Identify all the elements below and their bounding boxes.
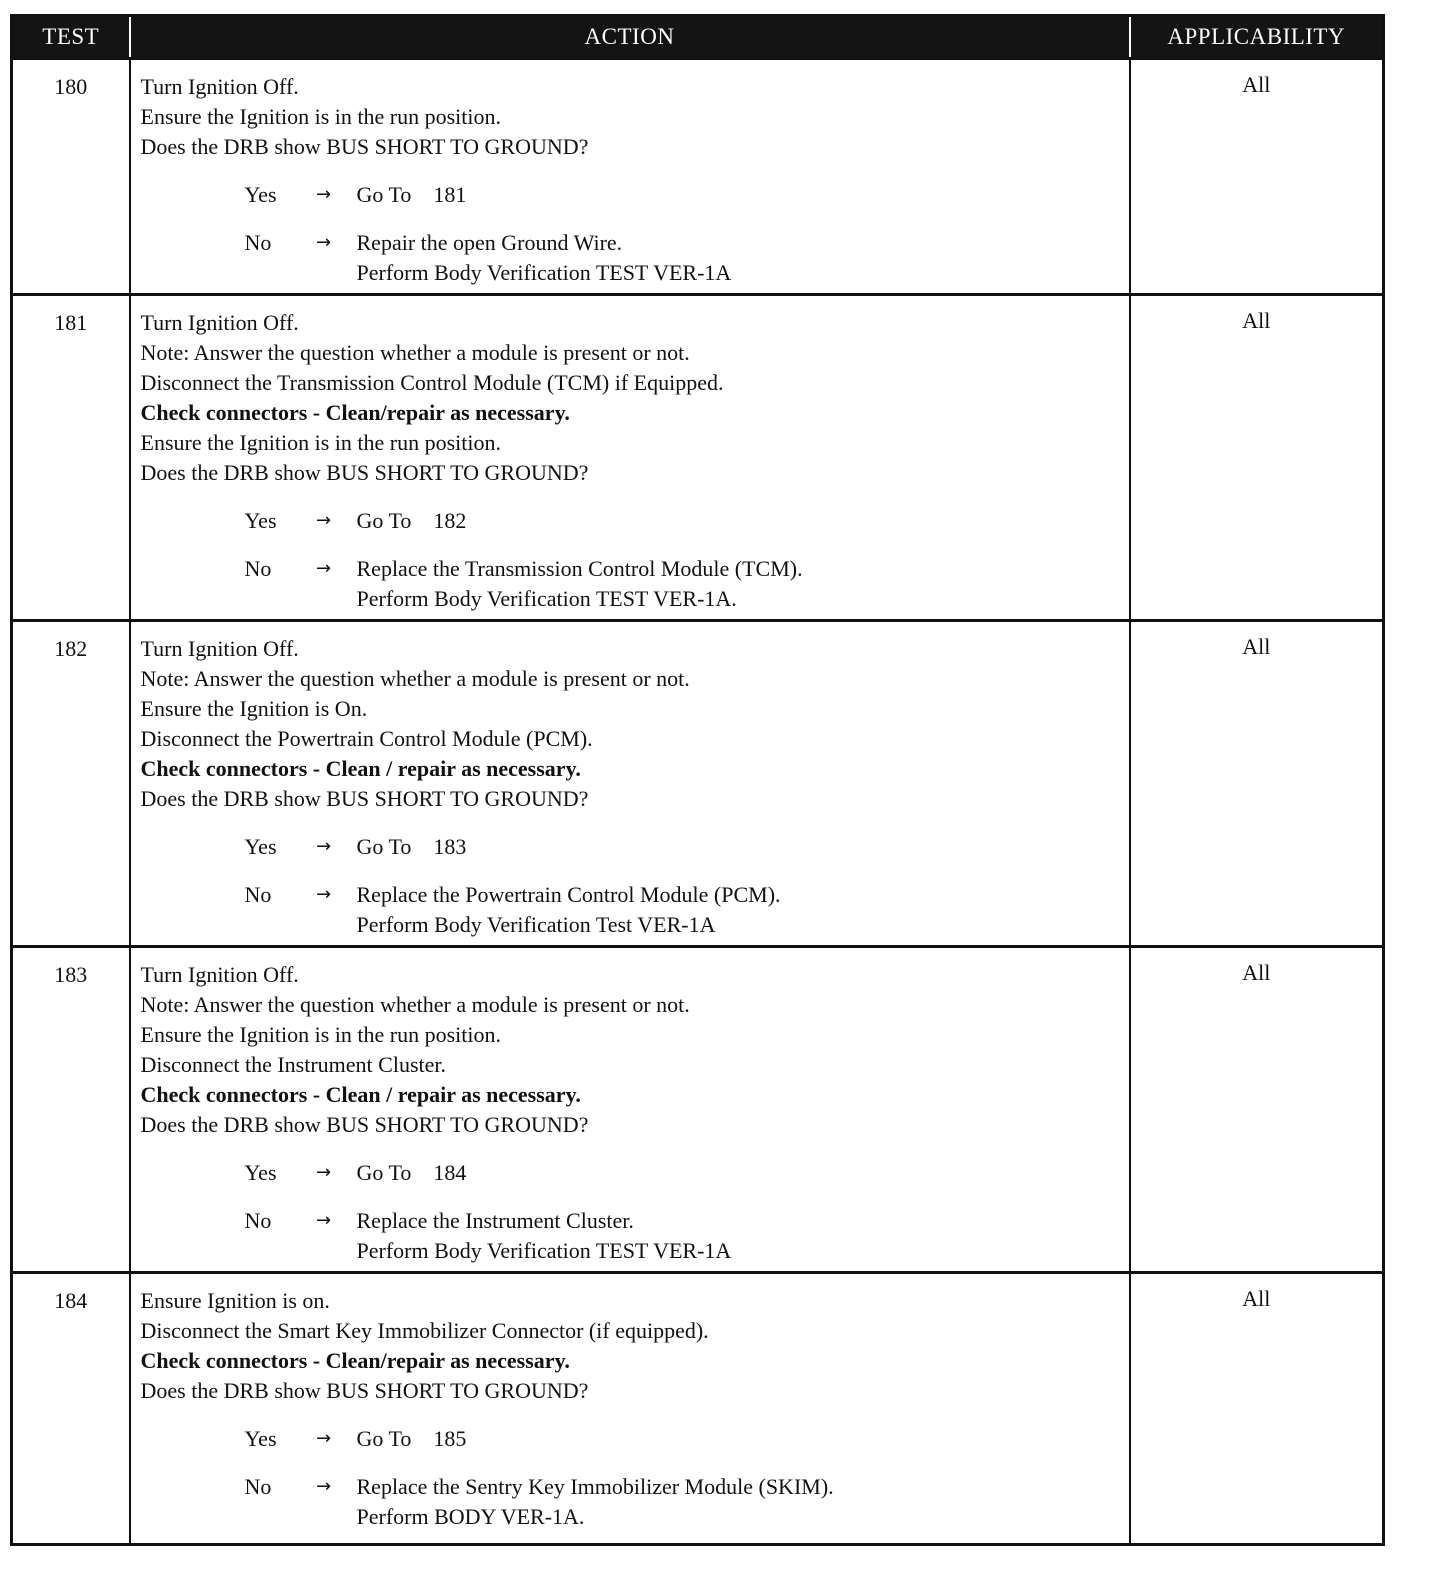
action-step: Ensure the Ignition is in the run position. bbox=[140, 430, 502, 455]
action-cell bbox=[130, 947, 1130, 1273]
action-step: Note: Answer the question whether a module is present or not. bbox=[140, 992, 690, 1017]
test-number: 184 bbox=[12, 1273, 130, 1545]
action-cell bbox=[130, 1273, 1130, 1545]
table-row bbox=[12, 947, 1384, 1273]
arrow-right-icon: → bbox=[315, 1210, 332, 1231]
no-result-line: Repair the open Ground Wire. bbox=[356, 230, 623, 255]
action-step: Ensure Ignition is on. bbox=[140, 1288, 330, 1313]
applicability-value: All bbox=[1130, 1273, 1384, 1545]
arrow-right-icon: → bbox=[315, 184, 332, 205]
action-cell bbox=[130, 621, 1130, 947]
no-label: No bbox=[244, 230, 272, 255]
no-label: No bbox=[244, 1474, 272, 1499]
action-step-bold: Check connectors - Clean / repair as necessary. bbox=[140, 1082, 581, 1107]
yes-outcome bbox=[245, 832, 1119, 862]
action-step: Disconnect the Powertrain Control Module (PCM). bbox=[140, 726, 593, 751]
goto-text: Go To bbox=[356, 1160, 412, 1185]
goto-text: Go To bbox=[356, 834, 412, 859]
action-step-bold: Check connectors - Clean / repair as necessary. bbox=[140, 756, 581, 781]
goto-text: Go To bbox=[356, 508, 412, 533]
no-outcome bbox=[245, 1472, 1119, 1532]
action-step: Does the DRB show BUS SHORT TO GROUND? bbox=[140, 460, 589, 485]
no-label: No bbox=[244, 1208, 272, 1233]
no-result-line: Perform Body Verification Test VER-1A bbox=[356, 912, 716, 937]
no-result-line: Replace the Powertrain Control Module (PCM). bbox=[356, 882, 781, 907]
action-step-bold: Check connectors - Clean/repair as necessary. bbox=[140, 400, 570, 425]
yes-label: Yes bbox=[244, 1160, 277, 1185]
goto-text: Go To bbox=[356, 1426, 412, 1451]
table-row bbox=[12, 59, 1384, 295]
action-step: Turn Ignition Off. bbox=[140, 962, 299, 987]
action-step: Turn Ignition Off. bbox=[140, 636, 299, 661]
test-number: 183 bbox=[12, 947, 130, 1273]
test-number: 180 bbox=[12, 59, 130, 295]
arrow-right-icon: → bbox=[315, 1428, 332, 1449]
goto-test-number: 181 bbox=[433, 182, 467, 207]
table-body bbox=[12, 59, 1384, 1545]
arrow-right-icon: → bbox=[315, 510, 332, 531]
applicability-value: All bbox=[1130, 59, 1384, 295]
action-step: Disconnect the Transmission Control Module (TCM) if Equipped. bbox=[140, 370, 724, 395]
no-label: No bbox=[244, 882, 272, 907]
action-step: Note: Answer the question whether a module is present or not. bbox=[140, 340, 690, 365]
yes-outcome bbox=[245, 1424, 1119, 1454]
action-cell bbox=[130, 59, 1130, 295]
action-step: Disconnect the Instrument Cluster. bbox=[140, 1052, 446, 1077]
no-result-line: Replace the Instrument Cluster. bbox=[356, 1208, 634, 1233]
no-result-line: Perform BODY VER-1A. bbox=[356, 1504, 585, 1529]
diagnostic-test-table bbox=[10, 14, 1385, 1546]
header-row bbox=[12, 16, 1384, 59]
action-step: Ensure the Ignition is On. bbox=[140, 696, 368, 721]
table-row bbox=[12, 1273, 1384, 1545]
yes-outcome bbox=[245, 180, 1119, 210]
goto-test-number: 183 bbox=[433, 834, 467, 859]
no-label: No bbox=[244, 556, 272, 581]
action-step: Ensure the Ignition is in the run position. bbox=[140, 1022, 502, 1047]
test-number: 181 bbox=[12, 295, 130, 621]
applicability-value: All bbox=[1130, 947, 1384, 1273]
table-header bbox=[12, 16, 1384, 59]
action-step-bold: Check connectors - Clean/repair as necessary. bbox=[140, 1348, 570, 1373]
yes-label: Yes bbox=[244, 182, 277, 207]
applicability-value: All bbox=[1130, 621, 1384, 947]
no-outcome bbox=[245, 880, 1119, 940]
table-row bbox=[12, 621, 1384, 947]
yes-label: Yes bbox=[244, 834, 277, 859]
goto-test-number: 185 bbox=[433, 1426, 467, 1451]
action-cell bbox=[130, 295, 1130, 621]
action-step: Does the DRB show BUS SHORT TO GROUND? bbox=[140, 134, 589, 159]
no-result-line: Perform Body Verification TEST VER-1A bbox=[356, 260, 732, 285]
action-step: Turn Ignition Off. bbox=[140, 74, 299, 99]
action-step: Ensure the Ignition is in the run position. bbox=[140, 104, 502, 129]
no-result-line: Perform Body Verification TEST VER-1A. bbox=[356, 586, 737, 611]
arrow-right-icon: → bbox=[315, 884, 332, 905]
diagnostic-test-sheet bbox=[10, 14, 1382, 1546]
action-step: Does the DRB show BUS SHORT TO GROUND? bbox=[140, 1378, 589, 1403]
action-step: Note: Answer the question whether a module is present or not. bbox=[140, 666, 690, 691]
no-outcome bbox=[245, 554, 1119, 614]
action-step: Turn Ignition Off. bbox=[140, 310, 299, 335]
header-action: ACTION bbox=[130, 16, 1130, 59]
action-step: Disconnect the Smart Key Immobilizer Connector (if equipped). bbox=[140, 1318, 709, 1343]
action-step: Does the DRB show BUS SHORT TO GROUND? bbox=[140, 1112, 589, 1137]
arrow-right-icon: → bbox=[315, 836, 332, 857]
header-applicability: APPLICABILITY bbox=[1130, 16, 1384, 59]
arrow-right-icon: → bbox=[315, 558, 332, 579]
header-test: TEST bbox=[12, 16, 130, 59]
no-outcome bbox=[245, 1206, 1119, 1266]
yes-outcome bbox=[245, 1158, 1119, 1188]
no-outcome bbox=[245, 228, 1119, 288]
arrow-right-icon: → bbox=[315, 1476, 332, 1497]
no-result-line: Replace the Sentry Key Immobilizer Module (SKIM). bbox=[356, 1474, 834, 1499]
yes-label: Yes bbox=[244, 1426, 277, 1451]
goto-test-number: 182 bbox=[433, 508, 467, 533]
goto-text: Go To bbox=[356, 182, 412, 207]
action-step: Does the DRB show BUS SHORT TO GROUND? bbox=[140, 786, 589, 811]
no-result-line: Replace the Transmission Control Module (TCM). bbox=[356, 556, 803, 581]
applicability-value: All bbox=[1130, 295, 1384, 621]
arrow-right-icon: → bbox=[315, 232, 332, 253]
yes-label: Yes bbox=[244, 508, 277, 533]
goto-test-number: 184 bbox=[433, 1160, 467, 1185]
table-row bbox=[12, 295, 1384, 621]
test-number: 182 bbox=[12, 621, 130, 947]
arrow-right-icon: → bbox=[315, 1162, 332, 1183]
yes-outcome bbox=[245, 506, 1119, 536]
no-result-line: Perform Body Verification TEST VER-1A bbox=[356, 1238, 732, 1263]
